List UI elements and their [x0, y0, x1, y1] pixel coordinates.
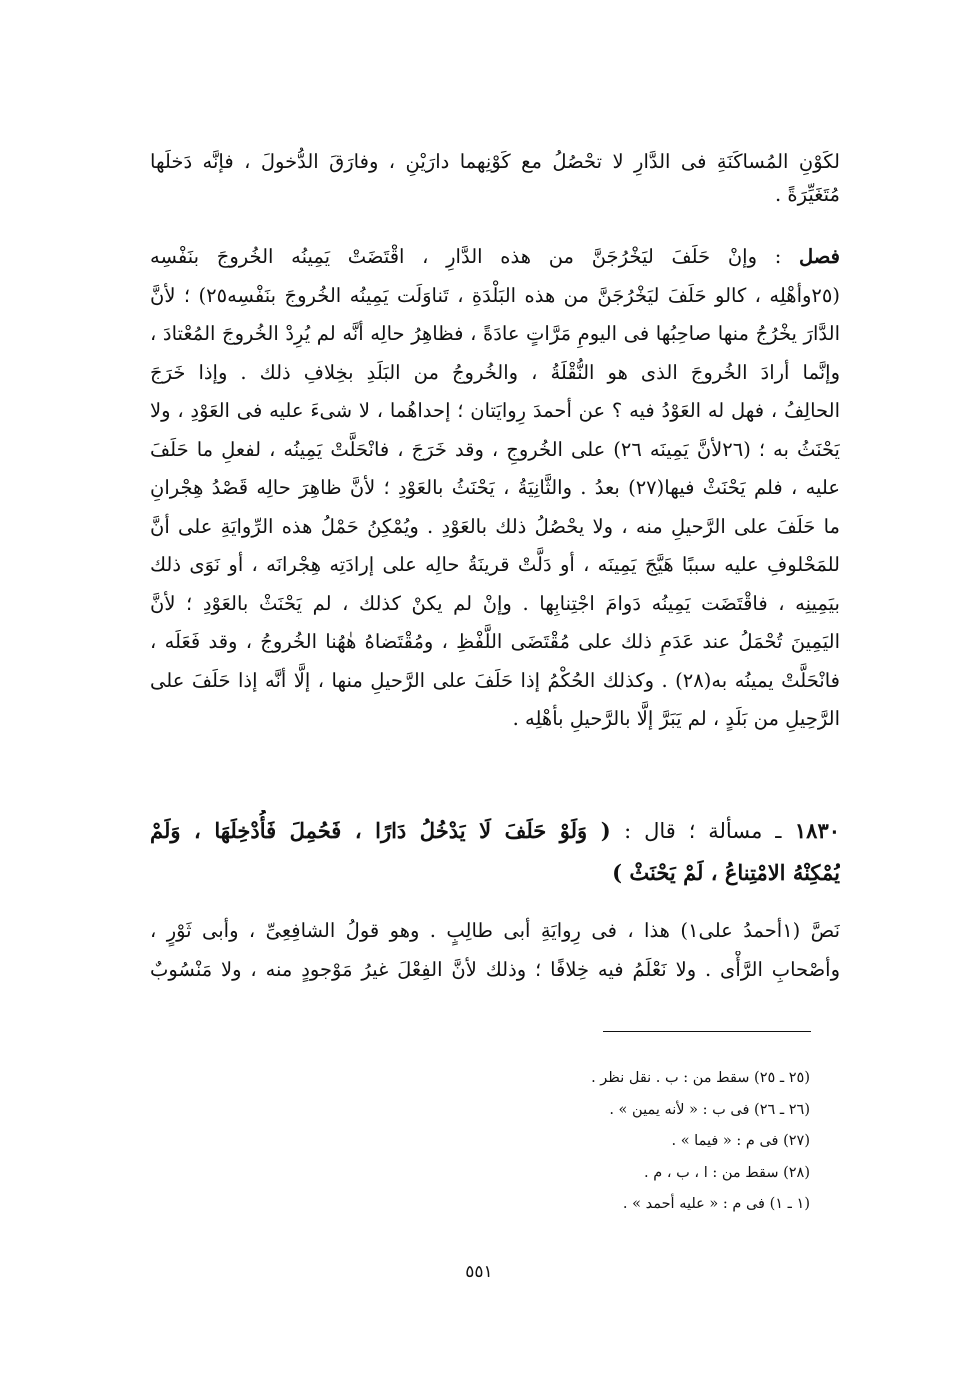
text-line: فانْحَلَّتْ يمينُه به(٢٨) . وكذلك الحُكْمُ إذا حَلَفَ على الرَّحيلِ منها ، إلَّا أنَّه إذا حَلَفَ على [150, 668, 840, 692]
text-line: عليه ، فلم يَحْنَثْ فيها(٢٧) بعدُ . والثَّانِيَةُ ، يَحْنَثُ بالعَوْدِ ؛ لأنَّ ظاهِرَ حالِه قَصْدُ هِجْرانِ [150, 476, 840, 499]
section-fasl-paragraph [150, 238, 840, 739]
commentary-paragraph [150, 912, 840, 989]
text-line: (٢٥وأهْلِه ، كالو حَلَفَ ليَخْرُجَنَّ من هذه البَلْدَةِ ، تَناوَلَت يَمِينُه الخُروجَ بنَفْسِه٢٥) ؛ لأنَّ [150, 283, 840, 307]
heading-line: يُمْكِنْهُ الامْتِناعُ ، لَمْ يَحْنَثْ ) [612, 860, 840, 885]
footnotes [430, 1063, 810, 1221]
text-line: يَحْنَثُ به ؛ (٢٦لأنَّ يَمِينَه ٢٦) على الخُروجِ ، وقد خَرَجَ ، فانْحَلَّتْ يَمِينُه ، لفعلِ ما حَلَفَ [150, 437, 840, 461]
text-line: لكَوْنِ المُساكَنَةِ فى الدَّارِ لا تحْصُلُ مع كَوْنِهما دارَيْنِ ، وفارَقَ الدُّخولَ ، فإنَّه دَخلَها [150, 150, 840, 173]
text-line: الدَّارَ يخْرُجُ منها صاحِبُها فى اليومِ مَرَّاتٍ عادَةً ، فظاهِرُ حالِه أنَّه لم يُرِدْ الخُروجَ المُعْتادَ ، [150, 322, 840, 345]
footnote-separator [603, 1031, 811, 1032]
footnote: (٢٨) سقط من : ا ، ب ، م . [644, 1164, 810, 1181]
page-number: ٥٥١ [465, 1262, 493, 1282]
text-line: اليَمِينَ تُحْمَلُ عند عَدَمِ ذلك على مُقْتَضَى اللَّفْظِ ، ومُقْتَضاهُ هٰهُنا الخُروجُ ، وقد فَعَلَه ، [150, 630, 840, 653]
text-segment: : وإنْ حَلَفَ ليَخْرُجَنَّ من هذه الدَّارِ ، اقْتَضَتْ يَمِينُه الخُروجَ بنَفْسِه [150, 245, 782, 268]
masala-label: ـ مسألة ؛ قال : [624, 819, 782, 843]
text-line: وأصْحابِ الرَّأْى . ولا نَعْلَمُ فيه خِلافًا ؛ وذلك لأنَّ الفِعْلَ غيرُ مَوْجودٍ منه ، ولا مَنْسُوبٌ [150, 957, 840, 981]
text-line [150, 238, 840, 277]
masala-number: ١٨٣٠ [794, 818, 840, 843]
footnote: (٢٥ ـ ٢٥) سقط من : ب . نقل نظر . [591, 1070, 810, 1086]
footnote: (١ ـ ١) فى م : « عليه أحمد » . [622, 1196, 810, 1212]
text-line: وإنَّما أرادَ الخُروجَ الذى هو النُّقْلَةُ ، والخُروجُ من البَلَدِ بخِلافِ ذلك . وإذا خَرَجَ [150, 360, 840, 384]
section-label: فصل [799, 245, 840, 268]
masala-heading [150, 810, 840, 894]
masala-text: ( وَلَوْ حَلَفَ لَا يَدْخُلُ دَارًا ، فَحُمِلَ فَأُدْخِلَهَا ، وَلَمْ [150, 818, 611, 843]
footnote: (٢٦ ـ ٢٦) فى ب : « لأنه يمين » . [609, 1101, 810, 1118]
text-line: الرَّحِيلِ من بَلَدٍ ، لم يَبَرَّ إلَّا بالرَّحيلِ بأهْلِه . [512, 707, 840, 730]
paragraph-continuation [150, 143, 840, 214]
text-line: مُتَغَيِّرَةً . [775, 182, 840, 206]
heading-line [150, 810, 840, 852]
text-line: بيَمِينِه ، فاقْتَضَت يَمِينُه دَوامَ اجْتِنابِها . وإنْ لم يكنْ كذلك ، لم يَحْنَثْ بالعَوْدِ ؛ لأنَّ [150, 591, 840, 615]
footnote: (٢٧) فى م : « فيما » . [671, 1133, 810, 1149]
text-line: نَصَّ (١أحمدُ على١) هذا ، فى رِوايَةِ أبى طالِبٍ . وهو قولُ الشافِعِىِّ ، وأبى ثَوْرٍ ، [150, 919, 840, 942]
text-line: ما حَلَفَ على الرَّحيلِ منه ، ولا يحْصُلُ ذلك بالعَوْدِ . ويُمْكِنُ حَمْلُ هذه الرِّوايَةِ على أنَّ [150, 514, 840, 538]
text-line: للمَحْلوفِ عليه سببًا هَيَّجَ يَمِينَه ، أو دَلَّتْ قرينَةُ حالِه على إرادَتِه هِجْرانَه ، أو نَوَى ذلك [150, 553, 840, 576]
text-line: الحالِفُ ، فهل له العَوْدُ فيه ؟ عن أحمدَ رِوايَتان ؛ إحداهُما ، لا شىءَ عليه فى العَوْدِ ، ولا [150, 399, 840, 422]
